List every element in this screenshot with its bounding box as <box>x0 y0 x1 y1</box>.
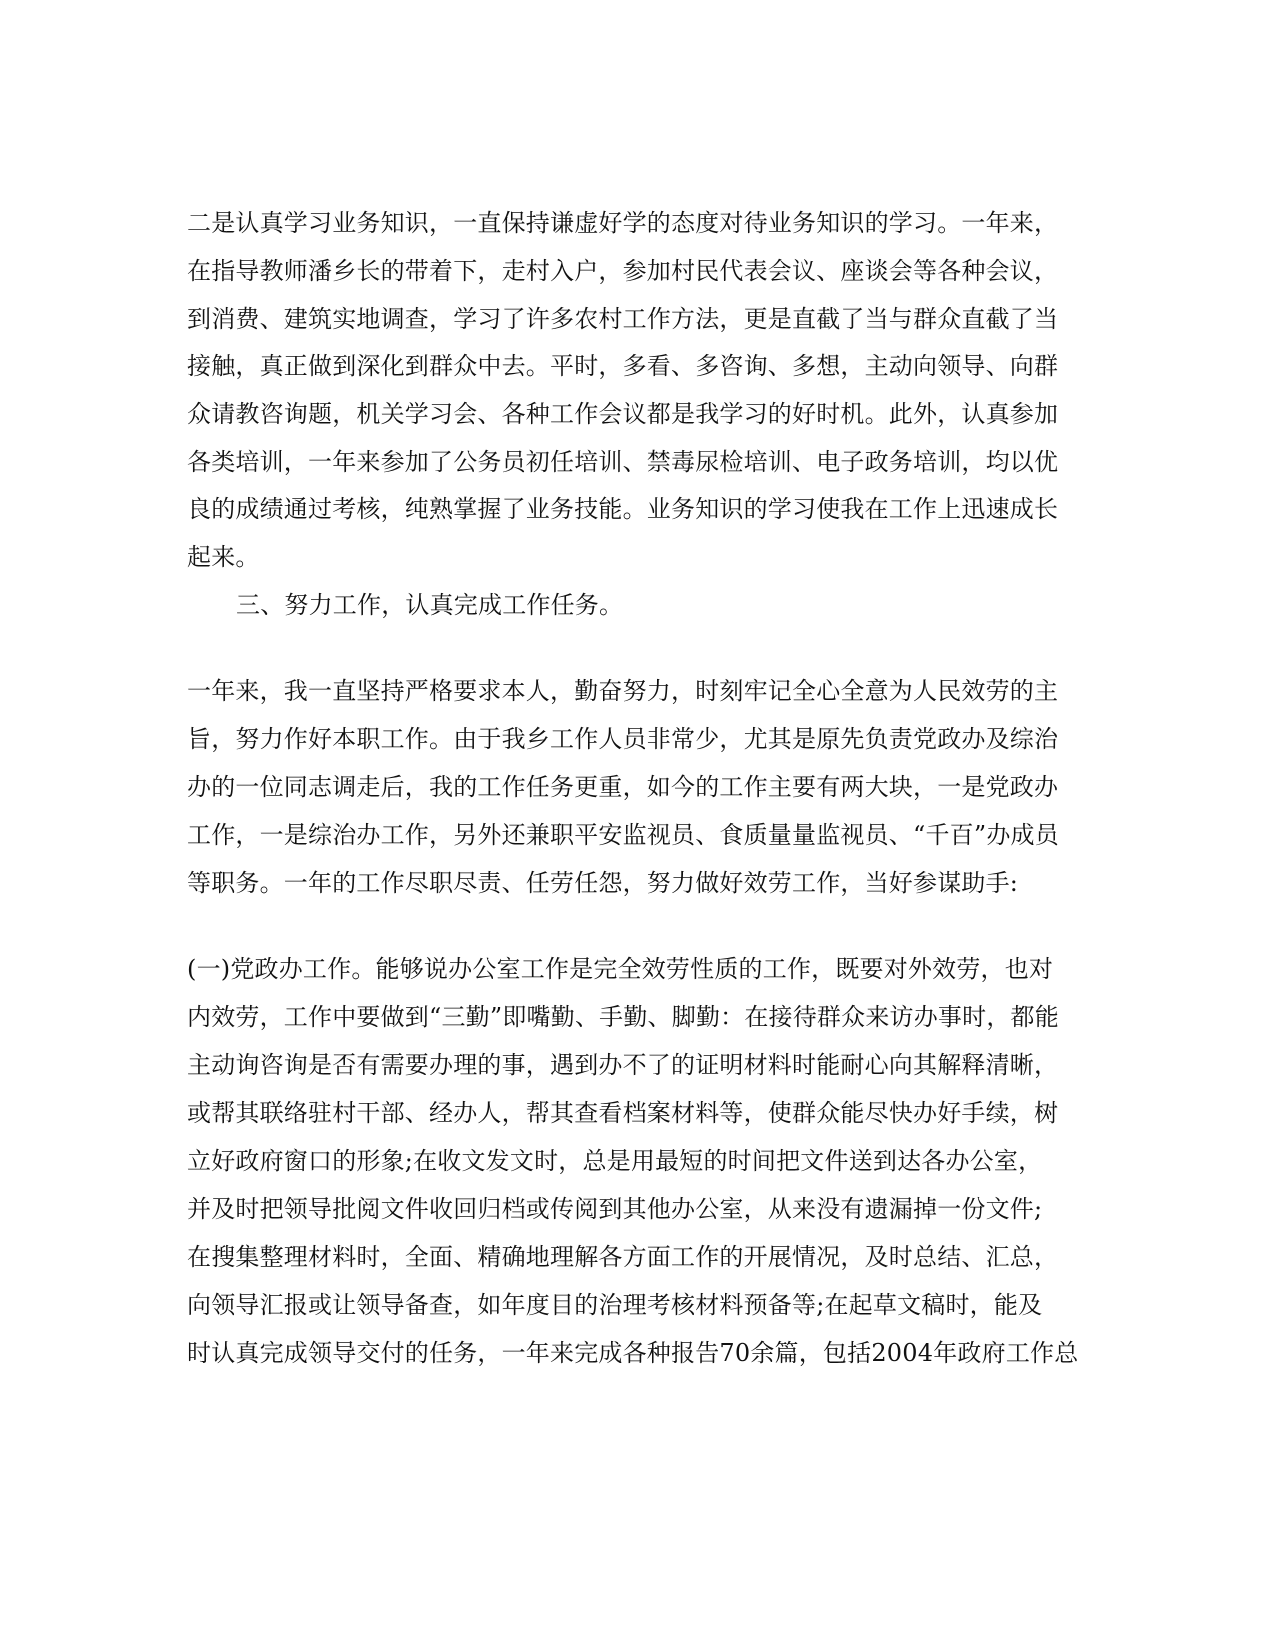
text-line: 一年来，我一直坚持严格要求本人，勤奋努力，时刻牢记全心全意为人民效劳的主 <box>187 677 1059 705</box>
text-line: 向领导汇报或让领导备查，如年度目的治理考核材料预备等;在起草文稿时，能及 <box>187 1291 1043 1319</box>
text-line: 旨，努力作好本职工作。由于我乡工作人员非常少，尤其是原先负责党政办及综治 <box>187 725 1059 753</box>
section-heading: 三、努力工作，认真完成工作任务。 <box>236 591 624 619</box>
text-line: 主动询咨询是否有需要办理的事，遇到办不了的证明材料时能耐心向其解释清晰， <box>187 1051 1059 1079</box>
text-line: 工作，一是综治办工作，另外还兼职平安监视员、食质量量监视员、“千百”办成员 <box>187 821 1059 849</box>
text-line: 在指导教师潘乡长的带着下，走村入户，参加村民代表会议、座谈会等各种会议， <box>187 257 1059 285</box>
text-line: 到消费、建筑实地调查，学习了许多农村工作方法，更是直截了当与群众直截了当 <box>187 305 1059 333</box>
text-line: 或帮其联络驻村干部、经办人，帮其查看档案材料等，使群众能尽快办好手续，树 <box>187 1099 1059 1127</box>
text-line: 接触，真正做到深化到群众中去。平时，多看、多咨询、多想，主动向领导、向群 <box>187 352 1059 380</box>
text-line: (一)党政办工作。能够说办公室工作是完全效劳性质的工作，既要对外效劳，也对 <box>187 955 1054 983</box>
text-line: 各类培训，一年来参加了公务员初任培训、禁毒尿检培训、电子政务培训，均以优 <box>187 448 1059 476</box>
text-line: 起来。 <box>187 543 260 571</box>
text-line: 并及时把领导批阅文件收回归档或传阅到其他办公室，从来没有遗漏掉一份文件; <box>187 1195 1043 1223</box>
text-line: 良的成绩通过考核，纯熟掌握了业务技能。业务知识的学习使我在工作上迅速成长 <box>187 495 1059 523</box>
text-line: 立好政府窗口的形象;在收文发文时，总是用最短的时间把文件送到达各办公室， <box>187 1147 1043 1175</box>
text-line: 二是认真学习业务知识，一直保持谦虚好学的态度对待业务知识的学习。一年来， <box>187 209 1059 237</box>
text-line: 办的一位同志调走后，我的工作任务更重，如今的工作主要有两大块，一是党政办 <box>187 773 1059 801</box>
text-line: 时认真完成领导交付的任务，一年来完成各种报告70余篇，包括2004年政府工作总 <box>187 1339 1079 1367</box>
text-line: 内效劳，工作中要做到“三勤”即嘴勤、手勤、脚勤：在接待群众来访办事时，都能 <box>187 1003 1059 1031</box>
text-line: 等职务。一年的工作尽职尽责、任劳任怨，努力做好效劳工作，当好参谋助手: <box>187 869 1019 897</box>
text-line: 在搜集整理材料时，全面、精确地理解各方面工作的开展情况，及时总结、汇总， <box>187 1243 1059 1271</box>
text-line: 众请教咨询题，机关学习会、各种工作会议都是我学习的好时机。此外，认真参加 <box>187 400 1059 428</box>
